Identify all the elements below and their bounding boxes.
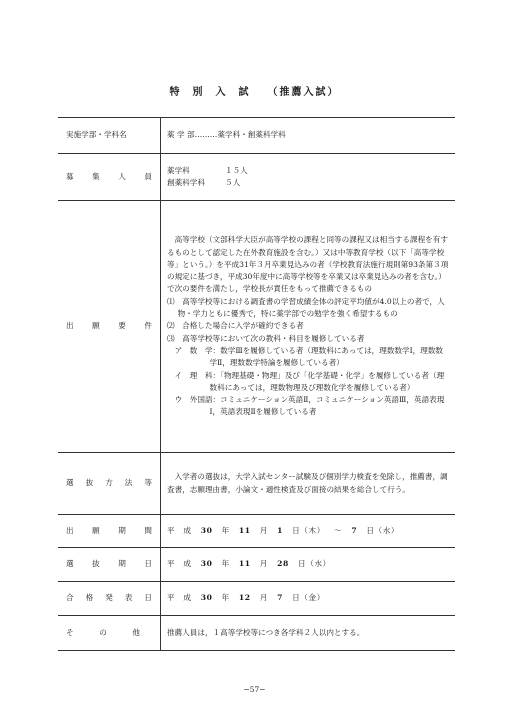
requirements-label: 出 願 要 件 (58, 201, 161, 453)
faculty-value: 薬 学 部………薬学科・創薬科学科 (161, 118, 456, 154)
announcement-date-label: 合 格 発 表 日 (58, 582, 161, 616)
recruitment-value (161, 154, 456, 201)
selection-method-value: 入学者の選抜は，大学入試センター試験及び個別学力検査を免除し，推薦書，調査書，志願理由書，小論文・適性検査及び面接の結果を総合して行う。 (161, 453, 456, 515)
other-value: 推薦人員は，１高等学校等につき各学科２人以内とする。 (161, 616, 456, 651)
faculty-label: 実施学部・学科名 (58, 118, 161, 154)
recruitment-line: 創薬科学科 ５人 (167, 178, 241, 187)
recruitment-label: 募 集 人 員 (58, 154, 161, 201)
page-title-sub: （推薦入試） (267, 87, 340, 98)
page-number: −57− (243, 685, 266, 694)
table-row-announcement-date (58, 582, 455, 616)
requirements-value (161, 201, 456, 453)
page-title (0, 83, 509, 98)
application-period-value: 平 成 30 年 11 月 1 日（木） 〜 7 日（水） (161, 515, 456, 548)
requirements-intro: 高等学校（文部科学大臣が高等学校の課程と同等の課程又は相当する課程を有するものとして認定した在外教育施設を含む。）又は中等教育学校（以下「高等学校等」という。）を平成31年３月卒業見込みの者（学校教育法施行規則第93条第３項の規定に基づき，平成30年度中に高等学校等を卒業又は卒業見込みの者を含む。）で次の要件を満たし，学校長が責任をもって推薦できるもの (167, 235, 449, 294)
requirement-subitem: ア 数 学：数学Ⅲを履修している者（理数科にあっては，理数数学Ⅰ，理数数学Ⅱ，理数数学特論を履修している者） (174, 345, 444, 368)
admission-table (58, 117, 455, 651)
selection-method-label: 選 抜 方 法 等 (58, 453, 161, 515)
table-row-other (58, 616, 455, 651)
requirement-item: ⑴ 高等学校等における調査書の学習成績全体の評定平均値が4.0以上の者で，人物・学力ともに優秀で，特に薬学部での勉学を強く希望するもの (167, 296, 445, 319)
requirement-item: ⑶ 高等学校等において次の教科・科目を履修している者 (167, 333, 365, 343)
requirement-item: ⑵ 合格した場合に入学が確約できる者 (167, 321, 304, 331)
table-row-faculty (58, 118, 455, 154)
recruitment-line: 薬学科 １５人 (167, 165, 248, 175)
table-row-requirements (58, 201, 455, 453)
table-row-application-period (58, 515, 455, 548)
requirement-subitem: ウ 外国語：コミュニケーション英語Ⅱ，コミュニケーション英語Ⅲ，英語表現Ⅰ，英語表現Ⅱを履修している者 (174, 395, 445, 417)
table-row-selection-date (58, 548, 455, 582)
page-title-main: 特別入試 (169, 87, 262, 98)
selection-date-label: 選 抜 期 日 (58, 548, 161, 582)
announcement-date-value: 平 成 30 年 12 月 7 日（金） (161, 582, 456, 616)
application-period-label: 出 願 期 間 (58, 515, 161, 548)
table-row-selection-method (58, 453, 455, 515)
requirement-subitem: イ 理 科：「物理基礎・物理」及び「化学基礎・化学」を履修している者（理数科にあっては，理数物理及び理数化学を履修している者） (174, 370, 445, 392)
selection-date-value: 平 成 30 年 11 月 28 日（水） (161, 548, 456, 582)
other-label: そ の 他 (58, 616, 161, 651)
table-row-recruitment (58, 154, 455, 201)
